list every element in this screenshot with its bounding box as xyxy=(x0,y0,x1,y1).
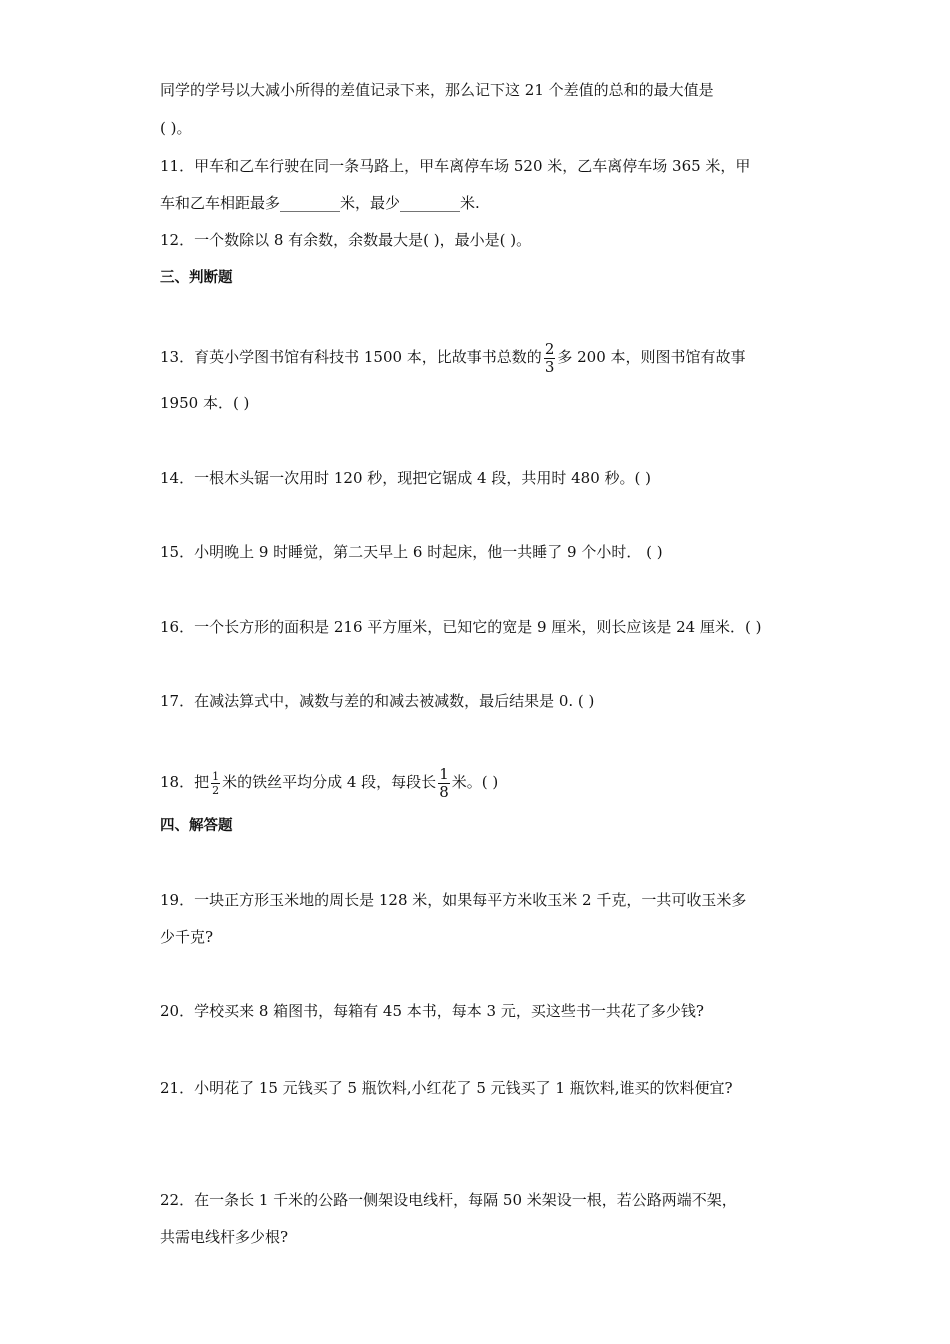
fraction-numerator: 1 xyxy=(439,764,449,783)
section-3-heading: 三、判断题 xyxy=(160,270,233,286)
fraction-numerator: 1 xyxy=(212,769,220,783)
fraction-denominator: 8 xyxy=(439,782,449,801)
question-22-line-2: 共需电线杆多少根? xyxy=(160,1228,289,1246)
question-14: 14．一根木头锯一次用时 120 秒，现把它锯成 4 段，共用时 480 秒。( ) xyxy=(160,469,651,487)
question-10-line-1: 同学的学号以大减小所得的差值记录下来，那么记下这 21 个差值的总和的最大值是 xyxy=(160,81,714,99)
question-18-text-a: 18．把 xyxy=(160,773,210,791)
question-20: 20．学校买来 8 箱图书，每箱有 45 本书，每本 3 元，买这些书一共花了多少钱? xyxy=(160,1002,704,1020)
fraction-one-half xyxy=(211,771,220,796)
question-18-text-b: 米的铁丝平均分成 4 段，每段长 xyxy=(222,773,437,791)
question-16: 16．一个长方形的面积是 216 平方厘米，已知它的宽是 9 厘米，则长应该是 24 厘米．( ) xyxy=(160,618,762,636)
question-13-line-1 xyxy=(160,339,746,375)
question-11-line-1: 11．甲车和乙车行驶在同一条马路上，甲车离停车场 520 米，乙车离停车场 365 米，甲 xyxy=(160,157,751,175)
question-13-text-a: 13．育英小学图书馆有科技书 1500 本，比故事书总数的 xyxy=(160,348,542,366)
question-13-line-2: 1950 本．( ) xyxy=(160,394,250,412)
question-15: 15．小明晚上 9 时睡觉，第二天早上 6 时起床，他一共睡了 9 个小时． ( ) xyxy=(160,543,663,561)
question-21: 21．小明花了 15 元钱买了 5 瓶饮料,小红花了 5 元钱买了 1 瓶饮料,谁买的饮料便宜? xyxy=(160,1079,733,1097)
question-22-line-1: 22．在一条长 1 千米的公路一侧架设电线杆，每隔 50 米架设一根，若公路两端不架， xyxy=(160,1191,737,1209)
fraction-two-thirds xyxy=(544,339,556,376)
fraction-numerator: 2 xyxy=(544,339,555,358)
fraction-denominator: 3 xyxy=(544,357,555,376)
fraction-denominator: 2 xyxy=(212,783,220,797)
question-13-text-b: 多 200 本，则图书馆有故事 xyxy=(557,348,746,366)
question-11-line-2: 车和乙车相距最多________米，最少________米. xyxy=(160,194,480,212)
section-4-heading: 四、解答题 xyxy=(160,818,233,834)
question-18-text-c: 米。( ) xyxy=(451,773,499,791)
fraction-one-eighth xyxy=(438,764,450,801)
question-12: 12．一个数除以 8 有余数，余数最大是( )，最小是( )。 xyxy=(160,231,532,249)
question-10-line-2: ( )。 xyxy=(160,119,192,137)
question-18 xyxy=(160,764,498,800)
question-19-line-2: 少千克? xyxy=(160,928,214,946)
question-17: 17．在减法算式中，减数与差的和减去被减数，最后结果是 0. ( ) xyxy=(160,692,595,710)
question-19-line-1: 19．一块正方形玉米地的周长是 128 米，如果每平方米收玉米 2 千克，一共可收玉米多 xyxy=(160,891,747,909)
